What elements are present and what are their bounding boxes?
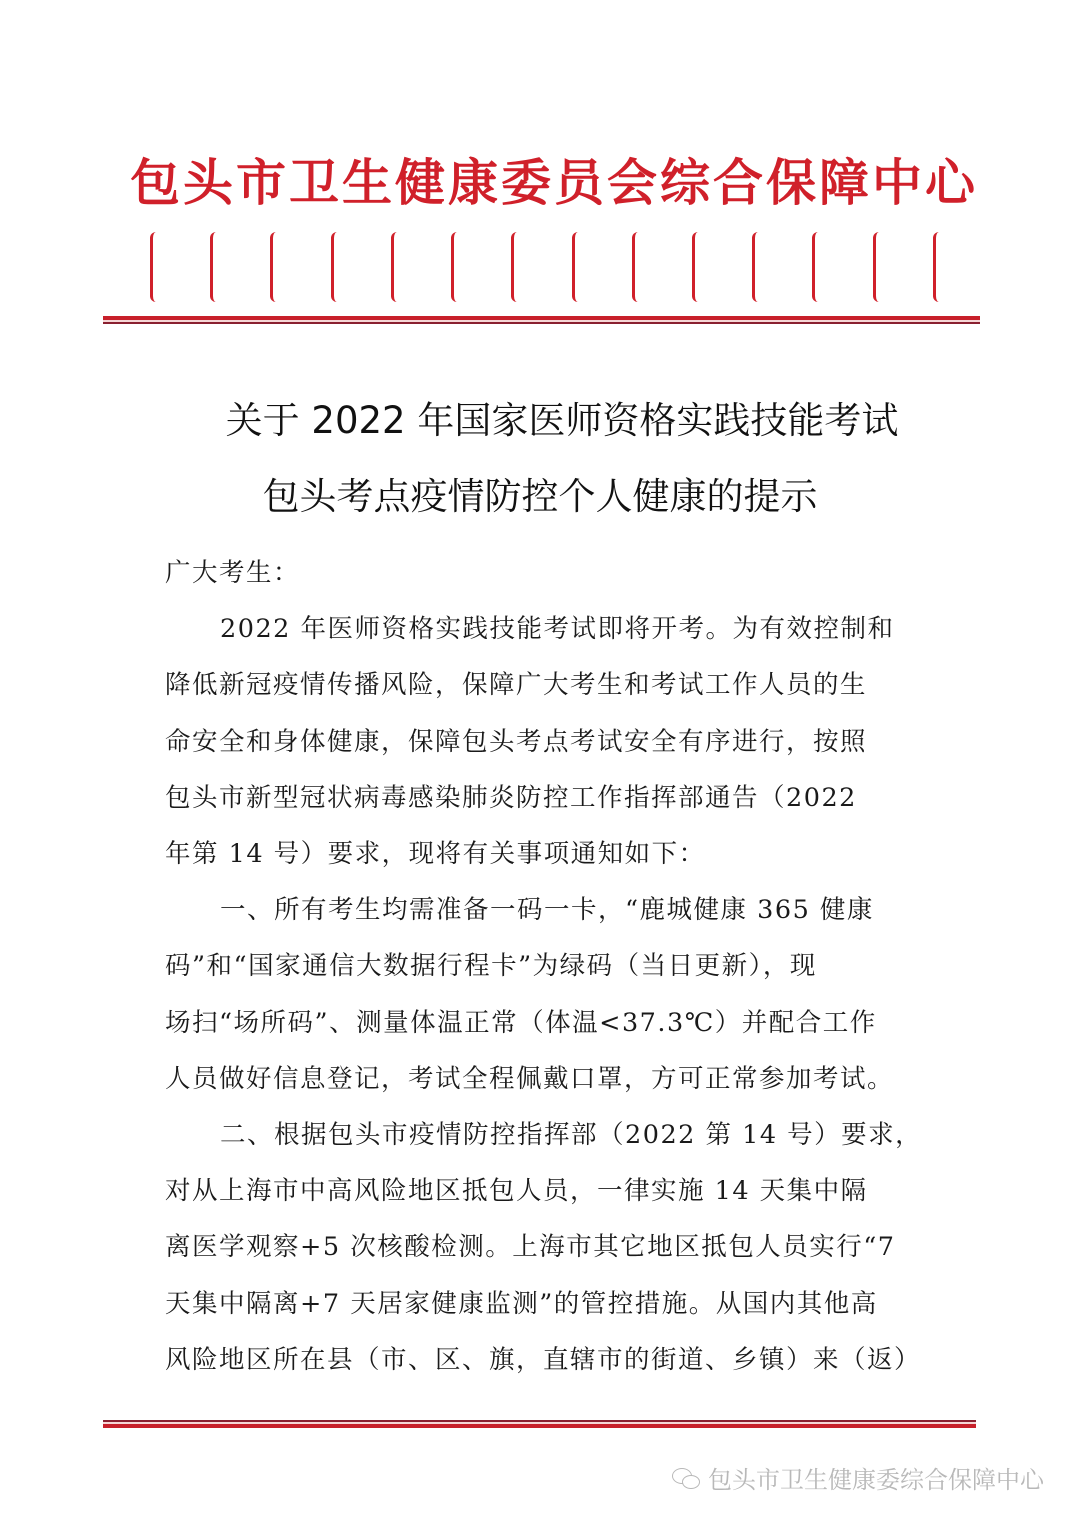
- mongolian-word: [632, 232, 649, 302]
- letterhead-divider: [103, 316, 980, 324]
- wechat-icon: [672, 1466, 702, 1490]
- body-line: 人员做好信息登记，考试全程佩戴口罩，方可正常参加考试。: [165, 1063, 895, 1094]
- wechat-watermark: [672, 1460, 1044, 1495]
- body-line: 降低新冠疫情传播风险，保障广大考生和考试工作人员的生: [165, 670, 868, 701]
- document-title-line-2: 包头考点疫情防控个人健康的提示: [262, 475, 818, 518]
- body-line: 码”和“国家通信大数据行程卡”为绿码（当日更新），现: [165, 951, 817, 982]
- body-line: 包头市新型冠状病毒感染肺炎防控工作指挥部通告（2022: [165, 782, 857, 813]
- mongolian-word: [873, 232, 890, 302]
- mongolian-word: [511, 232, 528, 302]
- mongolian-word: [752, 232, 769, 302]
- mongolian-word: [210, 232, 227, 302]
- watermark-text: 包头市卫生健康委综合保障中心: [708, 1466, 1044, 1494]
- body-line: 二、根据包头市疫情防控指挥部（2022 第 14 号）要求，: [220, 1120, 923, 1151]
- mongolian-word: [391, 232, 408, 302]
- footer-divider: [103, 1420, 976, 1428]
- body-line: 对从上海市中高风险地区抵包人员，一律实施 14 天集中隔: [165, 1176, 868, 1207]
- mongolian-word: [270, 232, 287, 302]
- body-line: 一、所有考生均需准备一码一卡，“鹿城健康 365 健康: [220, 895, 874, 926]
- mongolian-word: [150, 232, 167, 302]
- mongolian-word: [331, 232, 348, 302]
- body-line: 离医学观察+5 次核酸检测。上海市其它地区抵包人员实行“7: [165, 1232, 896, 1263]
- salutation: 广大考生：: [165, 558, 301, 588]
- body-line: 场扫“场所码”、测量体温正常（体温<37.3℃）并配合工作: [165, 1007, 877, 1038]
- document-title-line-1: 关于 2022 年国家医师资格实践技能考试: [225, 399, 899, 442]
- mongolian-word: [451, 232, 468, 302]
- body-line: 命安全和身体健康，保障包头考点考试安全有序进行，按照: [165, 726, 868, 757]
- document-body: [165, 545, 923, 1388]
- mongolian-word: [812, 232, 829, 302]
- body-line: 年第 14 号）要求，现将有关事项通知如下：: [165, 839, 706, 870]
- body-line: 风险地区所在县（市、区、旗，直辖市的街道、乡镇）来（返）: [165, 1344, 922, 1375]
- mongolian-word: [933, 232, 950, 302]
- body-line: 2022 年医师资格实践技能考试即将开考。为有效控制和: [220, 614, 895, 645]
- mongolian-script-org-name: [150, 232, 950, 302]
- letterhead-org-name: 包头市卫生健康委员会综合保障中心: [130, 153, 978, 212]
- mongolian-word: [692, 232, 709, 302]
- body-line: 天集中隔离+7 天居家健康监测”的管控措施。从国内其他高: [165, 1288, 878, 1319]
- mongolian-word: [572, 232, 589, 302]
